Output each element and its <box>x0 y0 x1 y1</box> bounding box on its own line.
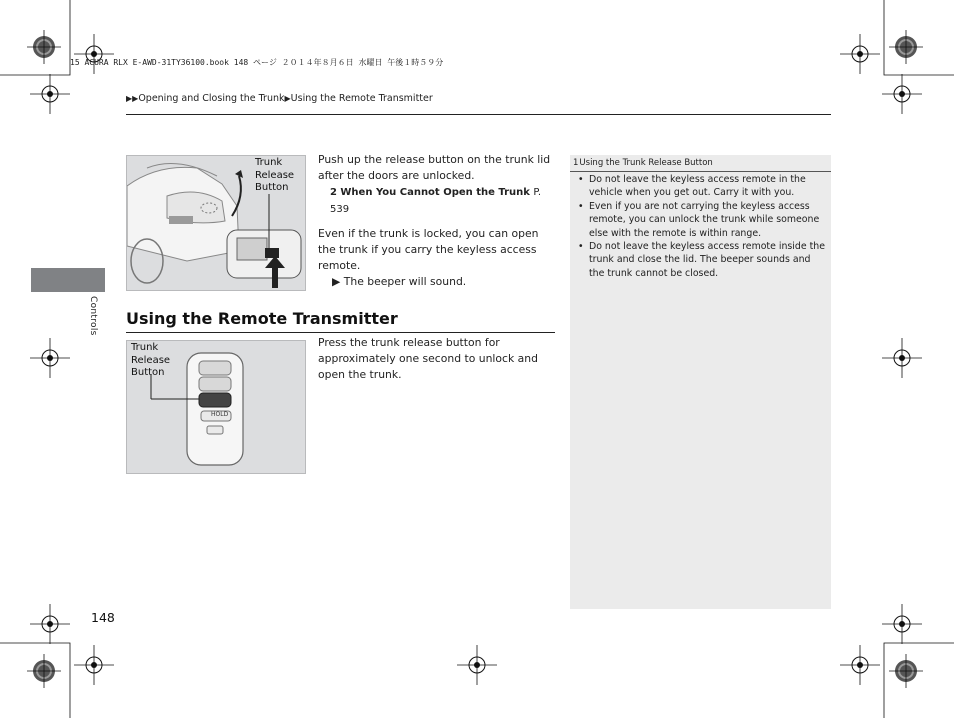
callout-line: Release <box>131 354 171 366</box>
reference-icon: 2 <box>330 187 337 198</box>
beeper-note <box>318 274 555 290</box>
cross-reference[interactable] <box>318 184 555 218</box>
print-header: 15 ACURA RLX E-AWD-31TY36100.book 148 ページ ２０１４年８月６日 水曜日 午後１時５９分 <box>70 58 444 67</box>
callout-line: Trunk <box>131 342 159 353</box>
breadcrumb <box>126 93 433 104</box>
callout-line: Trunk <box>255 157 283 168</box>
reference-page: P. 539 <box>330 187 542 215</box>
sidebar-header <box>570 155 831 172</box>
breadcrumb-arrows-icon: ▶▶ <box>126 94 139 103</box>
breadcrumb-arrow-icon: ▶ <box>284 94 291 103</box>
remote-release-callout <box>131 342 170 380</box>
sidebar-title: Using the Trunk Release Button <box>579 158 713 168</box>
breadcrumb-current: Using the Remote Transmitter <box>290 93 433 104</box>
breadcrumb-link-opening-closing-trunk[interactable]: Opening and Closing the Trunk <box>138 93 285 104</box>
sidebar-bullet-list <box>576 173 826 280</box>
sidebar-bullet: • Do not leave the keyless access remote inside the trunk and close the lid. The beeper sounds and the trunk cannot be closed. <box>576 240 826 280</box>
callout-line: Button <box>255 182 289 193</box>
sidebar-bullet: • Do not leave the keyless access remote in the vehicle when you get out. Carry it with you. <box>576 173 826 200</box>
fob-hold-label: HOLD <box>211 411 229 418</box>
reference-link[interactable]: When You Cannot Open the Trunk <box>340 187 530 198</box>
section-rule <box>126 332 555 333</box>
header-divider <box>126 114 831 115</box>
chapter-tab <box>31 268 105 292</box>
remote-instructions: Press the trunk release button for approximately one second to unlock and open the trunk. <box>318 336 538 381</box>
note-arrow-icon: ▶ <box>332 275 341 288</box>
trunk-instructions <box>318 152 555 290</box>
sidebar-ref-icon: 1 <box>573 158 579 168</box>
chapter-tab-label: Controls <box>88 296 98 336</box>
page-number: 148 <box>91 610 115 625</box>
trunk-text-2: Even if the trunk is locked, you can open the trunk if you carry the keyless access remote. <box>318 227 539 272</box>
trunk-release-callout <box>255 157 294 195</box>
callout-line: Button <box>131 367 165 378</box>
section-title: Using the Remote Transmitter <box>126 309 398 328</box>
sidebar-notes <box>570 155 831 609</box>
callout-line: Release <box>255 169 295 181</box>
note-text: The beeper will sound. <box>343 275 467 288</box>
trunk-text-1: Push up the release button on the trunk lid after the doors are unlocked. <box>318 153 551 182</box>
sidebar-bullet: • Even if you are not carrying the keyless access remote, you can unlock the trunk while someone else with the remote is within range. <box>576 200 826 240</box>
